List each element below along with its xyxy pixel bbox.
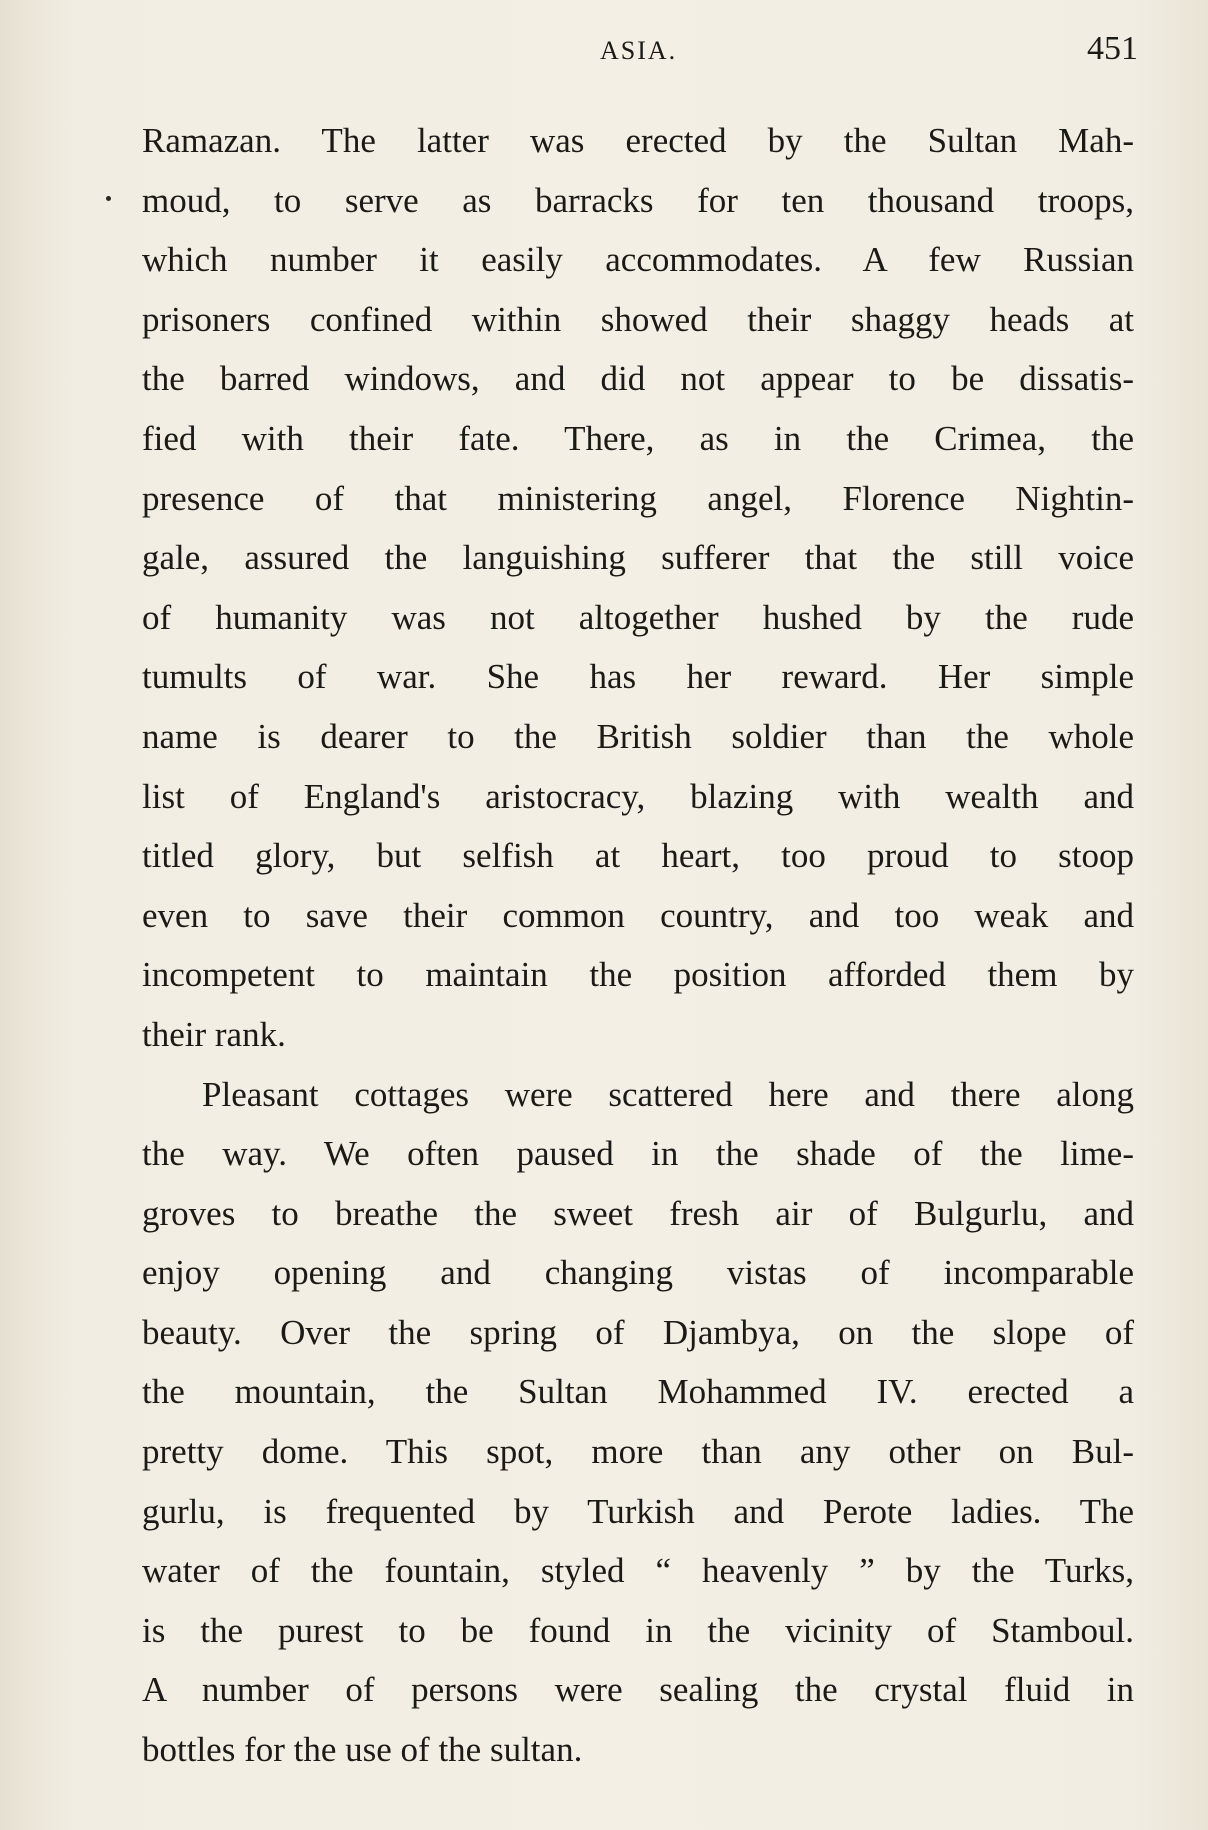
page-number: 451 [1087, 30, 1138, 67]
text-line: the way. We often paused in the shade of the lime- [142, 1134, 1134, 1174]
text-line: enjoy opening and changing vistas of incomparable [142, 1253, 1134, 1293]
text-line: list of England's aristocracy, blazing with wealth and [142, 776, 1134, 816]
text-line: titled glory, but selfish at heart, too proud to stoop [142, 836, 1134, 876]
text-line: water of the fountain, styled “ heavenly ” by the Turks, [142, 1551, 1134, 1591]
text-line: of humanity was not altogether hushed by the rude [142, 597, 1134, 637]
text-line: is the purest to be found in the vicinity of Stamboul. [142, 1610, 1134, 1650]
text-line: moud, to serve as barracks for ten thousand troops, [142, 180, 1134, 220]
text-line: A number of persons were sealing the crystal fluid in [142, 1670, 1134, 1710]
text-line: pretty dome. This spot, more than any other on Bul- [142, 1432, 1134, 1472]
text-line: beauty. Over the spring of Djambya, on the slope of [142, 1312, 1134, 1352]
text-line: groves to breathe the sweet fresh air of Bulgurlu, and [142, 1193, 1134, 1233]
margin-dot-mark [106, 196, 111, 201]
text-line: incompetent to maintain the position afforded them by [142, 955, 1134, 995]
text-line: which number it easily accommodates. A few Russian [142, 240, 1134, 280]
body-text [142, 111, 1134, 1780]
text-line: tumults of war. She has her reward. Her simple [142, 657, 1134, 697]
text-line: the mountain, the Sultan Mohammed IV. erected a [142, 1372, 1134, 1412]
running-title: ASIA. [600, 36, 678, 65]
text-line: fied with their fate. There, as in the Crimea, the [142, 418, 1134, 458]
text-line: even to save their common country, and too weak and [142, 895, 1134, 935]
text-line: Ramazan. The latter was erected by the Sultan Mah- [142, 121, 1134, 160]
text-line: bottles for the use of the sultan. [142, 1730, 583, 1770]
paragraph-2 [142, 1065, 1134, 1780]
text-line: presence of that ministering angel, Florence Nightin- [142, 478, 1134, 518]
text-line: the barred windows, and did not appear to be dissatis- [142, 359, 1134, 399]
text-line: prisoners confined within showed their shaggy heads at [142, 299, 1134, 339]
text-line: gurlu, is frequented by Turkish and Perote ladies. The [142, 1491, 1134, 1531]
running-head [0, 30, 1208, 74]
text-line: their rank. [142, 1014, 286, 1054]
text-line: Pleasant cottages were scattered here and there along [202, 1074, 1134, 1114]
text-line: name is dearer to the British soldier than the whole [142, 716, 1134, 756]
paragraph-1 [142, 111, 1134, 1065]
text-line: gale, assured the languishing sufferer that the still voice [142, 538, 1134, 578]
